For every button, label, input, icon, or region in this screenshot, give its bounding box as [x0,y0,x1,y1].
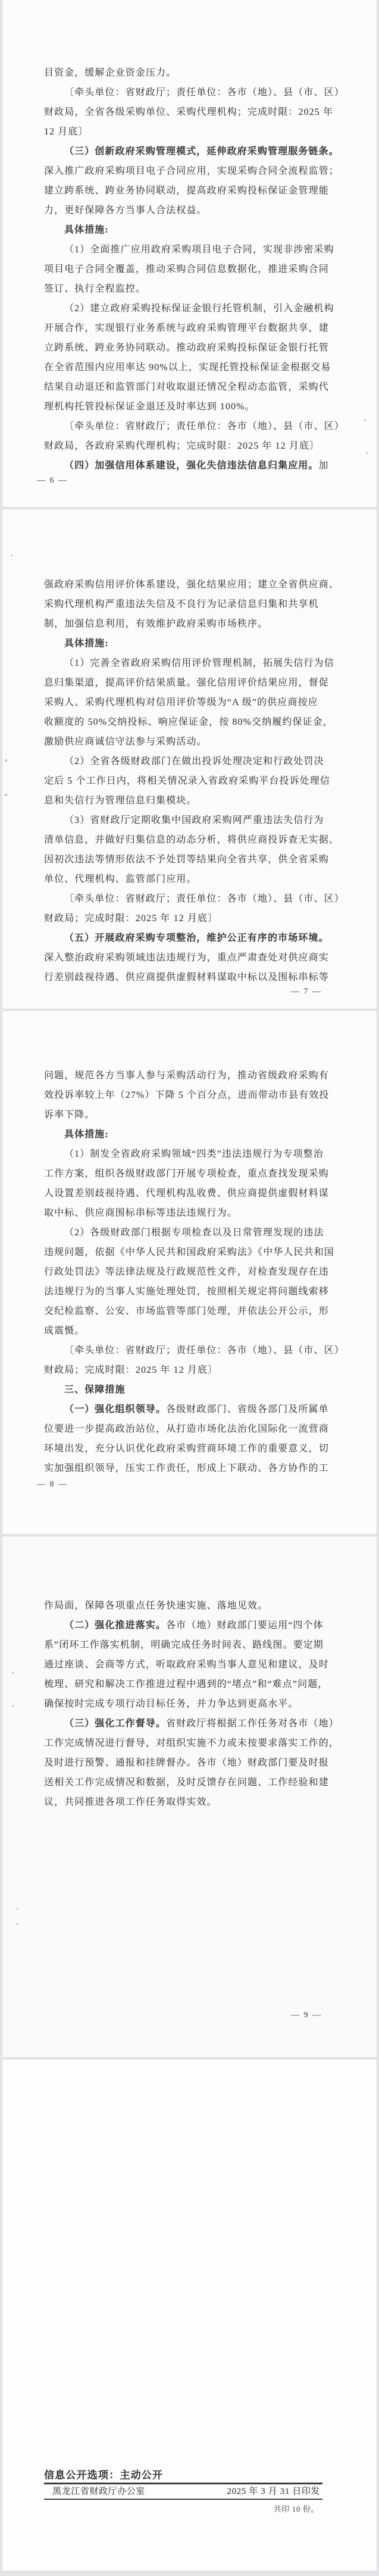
text-line: （五）开展政府采购专项整治，维护公正有序的市场环境。 [64,933,329,943]
text-line: 通过座谈、会商等方式，听取政府采购当事人意见和建议，及时 [44,1660,329,1670]
text-line: （3）省财政厅定期收集中国政府采购网严重违法失信行为 [64,815,324,825]
text-line: 诉率下降。 [44,1110,95,1120]
scan-speck [12,1672,14,1674]
text-line: （1）全面推广应用政府采购项目电子合同，实现非涉密采购 [64,245,334,255]
text-line: 工作方案，组织各级财政部门开展专项检查，重点查找发现采购 [44,1169,329,1179]
page-text-block [44,1596,344,1812]
text-line: 位要进一步提高政治站位，从打造市场化法治化国际化一流营商 [44,1424,329,1434]
document-page-7 [2,509,377,1009]
text-line: 开展合作，实现银行业务系统与政府采购管理平台数据共享，建 [44,323,329,333]
text-line: 〔牵头单位：省财政厅；责任单位：各市（地）、县（市、区） [64,894,344,904]
text-line: （二）强化推进落实。各市（地）财政部门要运用“四个体 [64,1620,324,1630]
print-date: 2025 年 3 月 31 日印发 [227,2487,320,2496]
document-footer [44,2469,322,2514]
text-line: 三、保障措施 [64,1385,126,1395]
page-text-block [44,575,344,987]
page-number: — 9 — [291,2011,322,2020]
text-line: 息和失信行为管理信息归集模块。 [44,796,197,806]
text-line: 制，加强信息利用，有效维护政府采购市场秩序。 [44,619,268,629]
text-line: 深入推广政府采购项目电子合同应用，实现采购合同全流程监管； [44,166,339,176]
issuing-office: 黑龙江省财政厅办公室 [52,2487,146,2496]
page-number: — 8 — [37,1480,68,1489]
text-line: 行政处罚法》等法律法规及行政规范性文件，对检查发现存在违 [44,1267,329,1277]
text-line: 息归集渠道，提高评价结果质量。强化信用评价结果应用，督促 [44,678,329,688]
text-line: 采购人、采购代理机构对信用评价等级为“A 级”的供应商按应 [44,697,318,708]
text-line: 〔牵头单位：省财政厅；责任单位：各市（地）、县（市、区） [64,1345,344,1356]
text-line: 具体措施: [64,638,109,649]
text-line: 激励供应商诚信守法参与采购活动。 [44,737,207,747]
scan-speck [5,759,7,762]
text-line: 单位、代理机构、监管部门应用。 [44,874,197,884]
document-page-9 [2,1536,377,2057]
text-line: 作局面，保障各项重点任务快速实施、落地见效。 [44,1601,268,1611]
text-line: （四）加强信用体系建设，强化失信违法信息归集应用。加 [64,461,329,471]
text-line: 采购代理机构严重违法失信及不良行为记录信息归集和共享机 [44,599,319,609]
text-line: 工作完成情况进行督导，对组织实施不力或未按要求落实工作的， [44,1738,339,1748]
text-line: （2）各级财政部门根据专项检查以及日常管理发现的违法 [64,1228,324,1238]
text-line: 建立跨系统、跨业务协同联动，提高政府采购投标保证金管理能 [44,186,329,196]
text-line: 人设置差别歧视待遇、代理机构乱收费、供应商提供虚假材料谋 [44,1188,329,1198]
text-line: 梳理、研究和解决工作推进过程中遇到的“堵点”和“难点”问题， [44,1679,328,1689]
scan-speck [364,420,366,421]
text-line: 系”闭环工作落实机制，明确完成任务时间表、路线图。要定期 [44,1640,324,1650]
document-page-last [2,2059,377,2571]
text-line: 议，共同推进各项工作任务取得实效。 [44,1797,217,1807]
document-page-6 [2,0,377,507]
page-number: — 6 — [37,476,68,485]
text-line: 签订、执行全程监控。 [44,284,146,294]
text-line: 清单信息，并做好归集信息的动态分析，将供应商投诉查无实据、 [44,835,339,845]
text-line: 法违规行为的当事人实施处理处罚，按照相关规定将问题线索移 [44,1287,329,1297]
text-line: 问题，规范各方当事人参与采购活动行为，推动省级政府采购有 [44,1071,329,1081]
text-line: 效投诉率较上年（27%）下降 5 个百分点，进而带动市县有效投 [44,1090,330,1100]
text-line: 成震慑。 [44,1326,85,1336]
text-line: 收额度的 50%交纳投标、响应保证金，按 80%交纳履约保证金， [44,717,333,727]
text-line: 财政局；完成时限：2025 年 12 月底〕 [44,913,218,924]
text-line: 定后 5 个工作日内，将相关情况录入省政府采购平台投诉处理信 [44,776,331,786]
page-text-block [44,1066,344,1478]
footer-rule-bottom [44,2499,322,2500]
text-line: 在全省范围内应用率达 90%以上，实现托管投标保证金根据交易 [44,362,331,373]
text-line: 目资金，缓解企业资金压力。 [44,68,177,78]
text-line: （2）全省各级财政部门在做出投诉处理决定和行政处罚决 [64,756,324,766]
text-line: 力，更好保障各方当事人合法权益。 [44,205,207,215]
text-line: （三）创新政府采购管理模式，延伸政府采购管理服务链条。 [64,146,339,156]
text-line: （三）强化工作督导。省财政厅将根据工作任务对各市（地） [64,1719,339,1729]
text-line: 项目电子合同全覆盖，推动采购合同信息数据化，推进采购合同 [44,264,329,274]
text-line: （1）制发全省政府采购领域“四类”违法违规行为专项整治 [64,1149,324,1159]
text-line: 12 月底〕 [44,127,89,137]
text-line: （一）强化组织领导。各级财政部门、省级各部门及所属单 [64,1404,329,1414]
text-line: 财政局，全省各级采购单位、采购代理机构；完成时限：2025 年 [44,107,334,117]
text-line: 财政局；完成时限：2025 年 12 月底〕 [44,1365,218,1375]
text-line: 〔牵头单位：省财政厅；责任单位：各市（地）、县（市、区） [64,421,344,431]
print-copies: 共印 10 份。 [273,2505,319,2514]
document-page-8 [2,1011,377,1534]
footer-issuer-row [44,2484,322,2499]
text-line: 深入整治政府采购领域违法违规行为，重点严肃查处对供应商实 [44,953,329,963]
text-line: （2）建立政府采购投标保证金银行托管机制，引入金融机构 [64,303,334,314]
text-line: 立跨系统、跨业务协同联动。推动政府采购投标保证金银行托管 [44,343,329,353]
text-line: 强政府采购信用评价体系建设，强化结果应用；建立全省供应商、 [44,580,339,590]
text-line: 〔牵头单位：省财政厅；责任单位：各市（地）、县（市、区） [64,87,344,98]
scan-speck [11,555,12,556]
text-line: （1）完善全省政府采购信用评价管理机制，拓展失信行为信 [64,658,334,668]
scan-speck [17,1923,18,1925]
text-line: 行差别歧视待遇、供应商提供虚假材料谋取中标以及围标串标等 [44,972,329,982]
text-line: 送相关工作完成情况和数据，及时反馈存在问题、工作经验和建 [44,1777,329,1788]
text-line: 理机构托管投标保证金退还及时率达到 100%。 [44,402,255,412]
scan-speck [12,1705,14,1707]
scan-speck [5,794,7,796]
page-text-block [44,63,344,475]
text-line: 因初次违法等情形依法不予处罚等结果向全省共享，供全省采购 [44,855,329,865]
text-line: 具体措施: [64,1129,109,1140]
scan-speck [17,1908,18,1910]
text-line: 财政局，各政府采购代理机构；完成时限：2025 年 12 月底〕 [44,441,320,451]
text-line: 结果自动退还和监管部门对收取退还情况全程动态监管，采购代 [44,382,329,392]
text-line: 及时进行预警、通报和挂牌督办。各市（地）财政部门要及时报 [44,1758,329,1768]
text-line: 确保按时完成专项行动目标任务，并力争达到更高水平。 [44,1699,299,1709]
text-line: 交纪检监察、公安、市场监管等部门处理，并依法公开公示，形 [44,1306,329,1316]
disclosure-option: 信息公开选项：主动公开 [44,2469,164,2481]
page-number: — 7 — [291,987,322,996]
text-line: 实加强组织领导，压实工作责任，形成上下联动、各方协作的工 [44,1463,329,1473]
text-line: 违规问题，依据《中华人民共和国政府采购法》《中华人民共和国 [44,1247,334,1257]
text-line: 具体措施: [64,225,109,235]
scan-speck [366,452,368,454]
text-line: 环境出发，充分认识优化政府采购营商环境工作的重要意义，切 [44,1444,329,1454]
text-line: 取中标、供应商围标串标等违法违规行为。 [44,1208,237,1218]
